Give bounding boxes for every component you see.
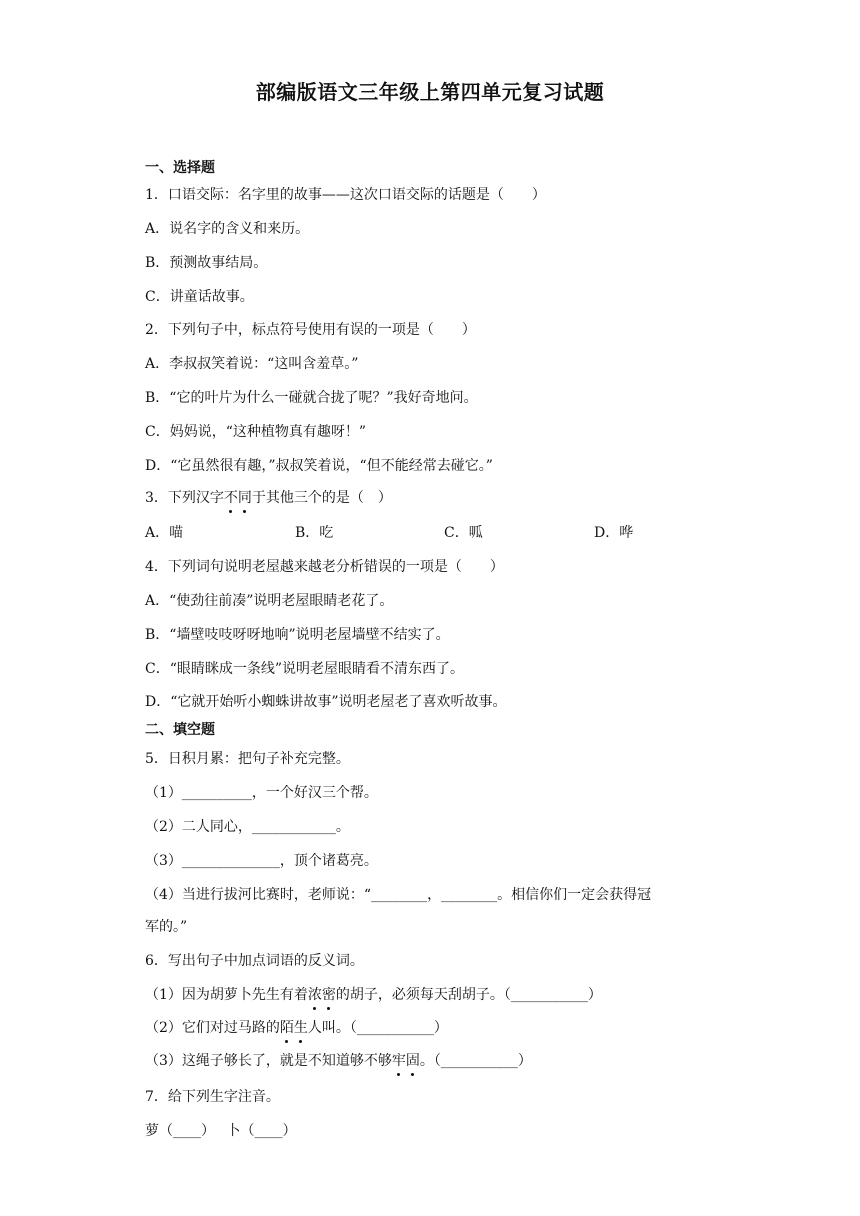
emphasis-dot-char: 密 bbox=[321, 987, 336, 1003]
emphasis-dot-char: 不 bbox=[223, 490, 238, 506]
question-1-stem: 1．口语交际：名字里的故事——这次口语交际的话题是（ ） bbox=[145, 187, 546, 203]
question-4-stem: 4．下列词句说明老屋越来越老分析错误的一项是（ ） bbox=[145, 559, 504, 575]
question-3-stem bbox=[145, 488, 392, 508]
question-1-option-c: C．讲童话故事。 bbox=[145, 289, 254, 305]
question-5-part-2: （2）二人同心，____________。 bbox=[145, 819, 350, 835]
question-7-stem: 7．给下列生字注音。 bbox=[145, 1089, 280, 1105]
question-3-option-b: B．吃 bbox=[295, 525, 334, 541]
question-4-option-a: A．“使劲往前凑”说明老屋眼睛老花了。 bbox=[145, 593, 394, 609]
question-6-part-2 bbox=[145, 1018, 448, 1038]
section-heading-fill: 二、填空题 bbox=[145, 722, 215, 738]
question-3-option-c: C．呱 bbox=[444, 525, 483, 541]
question-2-option-b: B．“它的叶片为什么一碰就合拢了呢？”我好奇地问。 bbox=[145, 390, 478, 406]
question-5-stem: 5．日积月累：把句子补充完整。 bbox=[145, 751, 350, 767]
question-4-option-d: D．“它就开始听小蜘蛛讲故事”说明老屋老了喜欢听故事。 bbox=[145, 694, 507, 710]
emphasis-dot-char: 固 bbox=[405, 1053, 420, 1069]
question-3-stem-text: 3．下列汉字 bbox=[145, 490, 224, 506]
emphasis-dot-char: 生 bbox=[293, 1020, 308, 1036]
question-2-option-d: D．“它虽然很有趣，”叔叔笑着说，“但不能经常去碰它。” bbox=[145, 458, 493, 474]
question-7-items: 萝（____） 卜（____） bbox=[145, 1123, 297, 1139]
question-3-option-d: D．哗 bbox=[594, 525, 634, 541]
question-2-option-c: C．妈妈说，“这种植物真有趣呀！” bbox=[145, 424, 367, 440]
section-heading-choice: 一、选择题 bbox=[145, 160, 215, 176]
question-2-stem: 2．下列句子中，标点符号使用有误的一项是（ ） bbox=[145, 322, 476, 338]
question-4-option-b: B．“墙壁吱吱呀呀地响”说明老屋墙壁不结实了。 bbox=[145, 627, 450, 643]
page-title: 部编版语文三年级上第四单元复习试题 bbox=[255, 80, 605, 104]
question-2-option-a: A．李叔叔笑着说：“这叫含羞草。” bbox=[145, 356, 359, 372]
question-6-part-1 bbox=[145, 985, 602, 1005]
emphasis-dot-char: 浓 bbox=[307, 987, 322, 1003]
emphasis-dot-char: 陌 bbox=[279, 1020, 294, 1036]
question-5-part-4: （4）当进行拔河比赛时，老师说：“________，________。相信你们一定会获得冠 bbox=[145, 887, 652, 903]
question-3-option-a: A．喵 bbox=[145, 525, 184, 541]
question-6-part-1-text: 的胡子，必须每天刮胡子。（___________） bbox=[335, 987, 602, 1003]
question-6-stem: 6．写出句子中加点词语的反义词。 bbox=[145, 953, 364, 969]
question-4-option-c: C．“眼睛眯成一条线”说明老屋眼睛看不清东西了。 bbox=[145, 661, 465, 677]
question-6-part-2-text: 人叫。（___________） bbox=[307, 1020, 448, 1036]
emphasis-dot-char: 同 bbox=[237, 490, 252, 506]
question-5-part-1: （1）__________，一个好汉三个帮。 bbox=[145, 785, 378, 801]
question-5-part-3: （3）______________，顶个诸葛亮。 bbox=[145, 853, 378, 869]
question-6-part-3-text: 。（___________） bbox=[419, 1053, 532, 1069]
emphasis-dot-char: 牢 bbox=[391, 1053, 406, 1069]
question-3-stem-text: 于其他三个的是（ ） bbox=[251, 490, 392, 506]
question-6-part-3-text: （3）这绳子够长了，就是不知道够不够 bbox=[145, 1053, 392, 1069]
question-5-part-4-cont: 军的。” bbox=[145, 919, 188, 935]
question-6-part-2-text: （2）它们对过马路的 bbox=[145, 1020, 280, 1036]
question-6-part-1-text: （1）因为胡萝卜先生有着 bbox=[145, 987, 308, 1003]
question-1-option-b: B．预测故事结局。 bbox=[145, 255, 268, 271]
question-6-part-3 bbox=[145, 1051, 532, 1071]
question-1-option-a: A．说名字的含义和来历。 bbox=[145, 221, 310, 237]
